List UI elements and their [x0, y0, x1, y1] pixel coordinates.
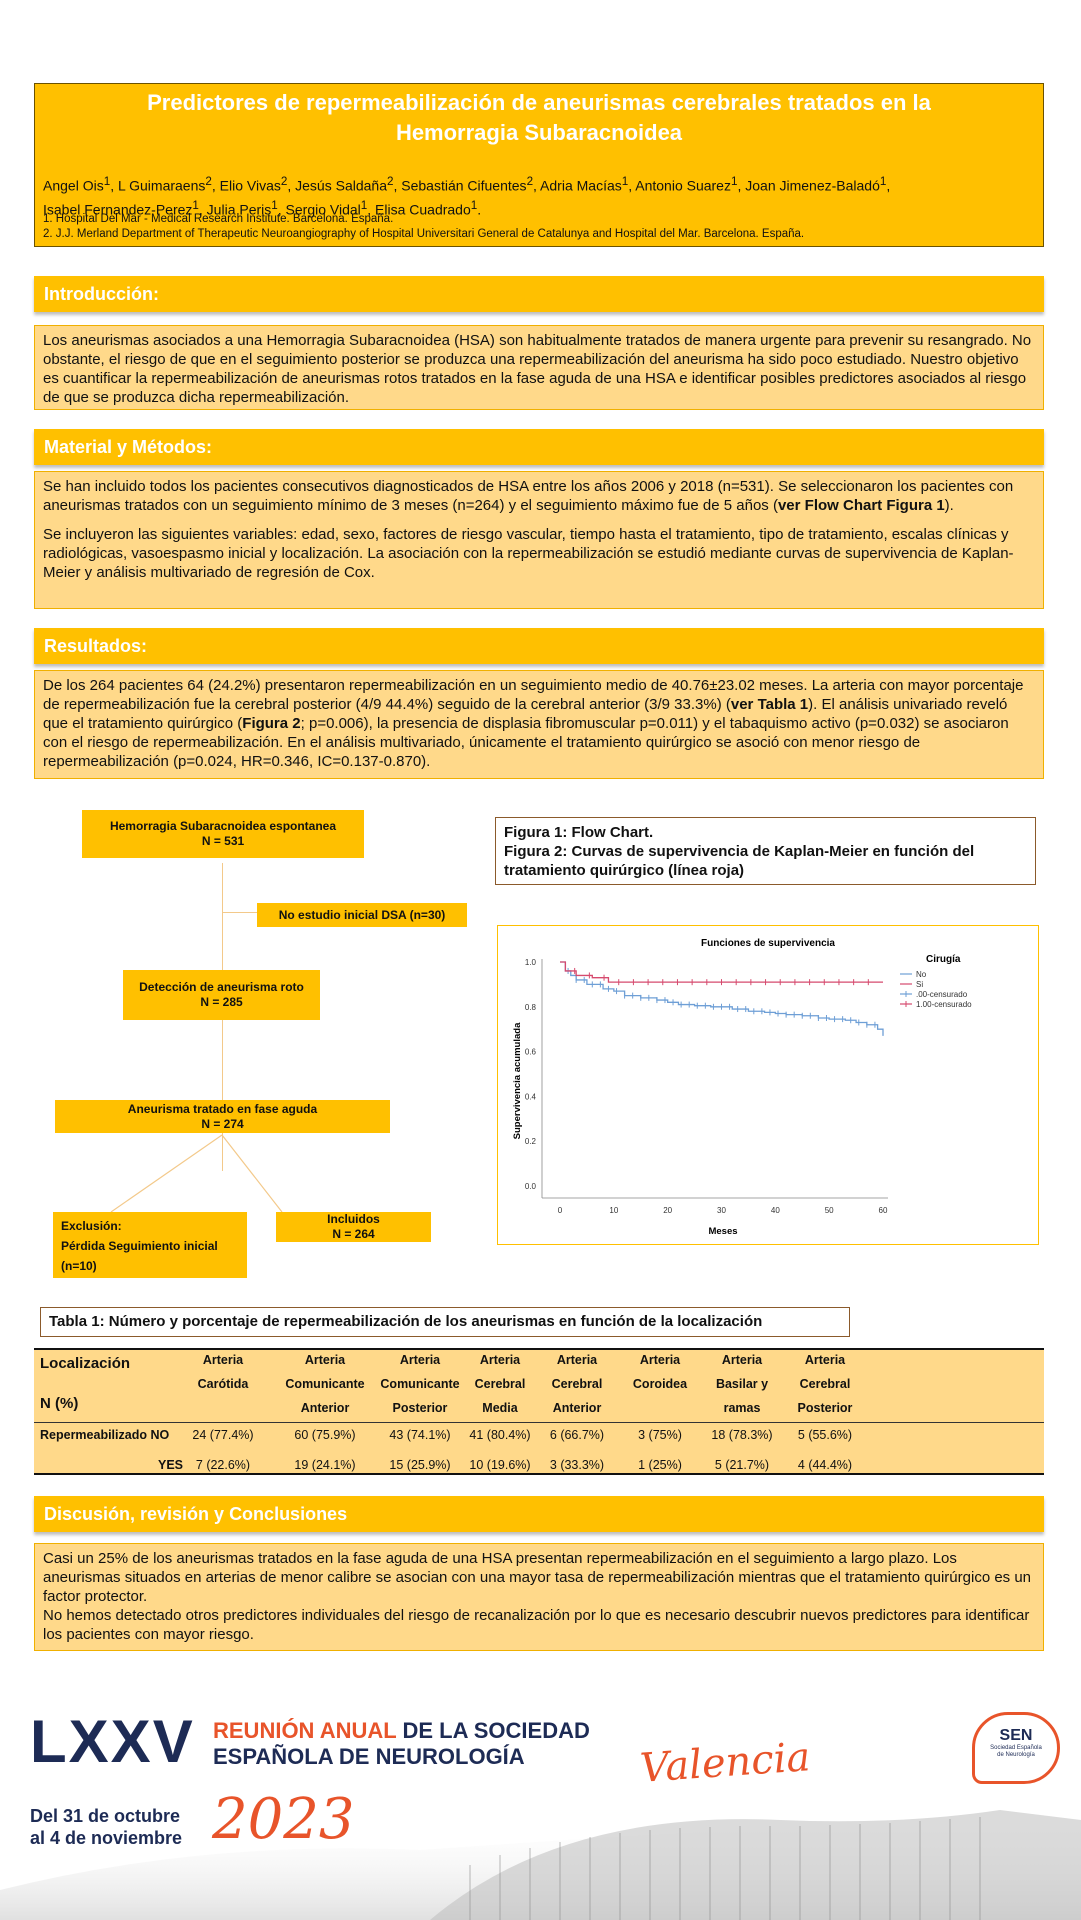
table-cell: 60 (75.9%) [294, 1428, 356, 1442]
intro-body [34, 325, 1044, 410]
flow-box-exclusion: Exclusión: Pérdida Seguimiento inicial (n=10) [53, 1212, 247, 1278]
table-cell: 19 (24.1%) [294, 1458, 356, 1472]
y-tick-label: 0.6 [524, 1047, 536, 1057]
x-tick-label: 60 [878, 1206, 888, 1215]
figure-caption: Figura 1: Flow Chart. Figura 2: Curvas de supervivencia de Kaplan-Meier en función del tratamiento quirúrgico (línea roja) [495, 817, 1036, 885]
footer-banner [0, 1690, 1081, 1920]
table-head-location: Localización [40, 1355, 131, 1372]
table-column-header: Arteria Cerebral Anterior [551, 1353, 603, 1415]
methods-paragraph-1: Se han incluido todos los pacientes consecutivos diagnosticados de HSA entre los años 2006 y 2018 (n=531). Se seleccionaron los pacientes con aneurismas tratados con un seguimiento mínimo de 3 meses (n=264) y el seguimiento máximo fue de 5 años (ver Flow Chart Figura 1). [43, 478, 1014, 514]
authors-line-2: Isabel Fernandez-Perez$^1$, Julia Peris$^1$, Sergio Vidal$^1$, Elisa Cuadrado$^1$. [43, 198, 482, 218]
x-tick-label: 10 [609, 1206, 619, 1215]
table-cell: 3 (75%) [638, 1428, 682, 1442]
flow-box-hsa: Hemorragia Subaracnoidea espontanea N = 531 [82, 810, 364, 858]
meeting-number: LXXV [30, 1708, 195, 1775]
table-column-header: Arteria Carótida [197, 1353, 249, 1391]
intro-text: Los aneurismas asociados a una Hemorragia Subaracnoidea (HSA) son habitualmente tratados de manera urgente para prevenir su resangrado. No obstante, el riesgo de que en el seguimiento posterior se produzca una repermeabilización del aneurisma ha sido poco estudiado. Nuestro objetivo es cuantificar la repermeabilización de aneurismas rotos tratados en la fase aguda de una HSA e identificar posibles predictores asociados al riesgo de que se produzca dicha repermeabilización. [43, 332, 1032, 406]
discussion-paragraph-2: No hemos detectado otros predictores individuales del riesgo de recanalización por lo que es necesario descubrir nuevos predictores para identificar los pacientes con mayor riesgo. [43, 1607, 1030, 1643]
flow-box-treated: Aneurisma tratado en fase aguda N = 274 [55, 1100, 390, 1133]
table-cell: 15 (25.9%) [389, 1458, 451, 1472]
poster-title: Predictores de repermeabilización de aneurismas cerebrales tratados en la Hemorragia Subaracnoidea [147, 90, 931, 145]
legend-entry: Si [916, 980, 924, 989]
y-tick-label: 0.8 [524, 1002, 536, 1012]
km-chart-frame [497, 925, 1039, 1245]
table-column-header: Arteria Comunicante Posterior [380, 1353, 460, 1415]
table-column-header: Arteria Coroidea [632, 1353, 688, 1391]
table-cell: 7 (22.6%) [195, 1458, 251, 1472]
discussion-body [34, 1543, 1044, 1651]
x-axis-label: Meses [708, 1226, 738, 1237]
x-tick-label: 0 [557, 1206, 563, 1215]
table-cell: 1 (25%) [638, 1458, 682, 1472]
legend-entry: No [916, 970, 927, 979]
meeting-dates: Del 31 de octubre al 4 de noviembre [30, 1806, 183, 1848]
table-column-header: Arteria Basilar y ramas [715, 1353, 769, 1415]
series-line-si [560, 962, 883, 982]
discussion-paragraph-1: Casi un 25% de los aneurismas tratados en la fase aguda de una HSA presentan repermeabilización en el seguimiento a largo plazo. Los aneurismas situados en arterias de menor calibre se asocian con una mayor tasa de repermeabilización mientras que el tratamiento quirúrgico es un factor protector. [43, 1550, 1032, 1605]
affiliation-1: 1. Hospital Del Mar - Medical Research Institute. Barcelona. España. [43, 213, 394, 225]
methods-heading: Material y Métodos: [34, 429, 1044, 465]
table-cell: 24 (77.4%) [192, 1428, 254, 1442]
y-tick-label: 0.2 [524, 1137, 536, 1147]
meeting-name: REUNIÓN ANUAL DE LA SOCIEDAD ESPAÑOLA DE NEUROLOGÍA [213, 1718, 590, 1769]
y-tick-label: 0.0 [524, 1182, 536, 1191]
table-caption: Tabla 1: Número y porcentaje de repermeabilización de los aneurismas en función de la localización [40, 1307, 850, 1337]
km-chart [498, 926, 1038, 1244]
y-axis-label: Supervivencia acumulada [512, 1022, 523, 1140]
y-tick-label: 1.0 [524, 958, 536, 967]
table-head-n: N (%) [40, 1395, 79, 1412]
table-column-header: Arteria Cerebral Posterior [797, 1353, 853, 1415]
legend-title: Cirugía [926, 954, 961, 965]
x-tick-label: 20 [663, 1206, 673, 1215]
sen-logo: SEN Sociedad Española de Neurología [972, 1712, 1060, 1784]
table-cell: 6 (66.7%) [549, 1428, 605, 1442]
table-rule [34, 1422, 1044, 1423]
discussion-heading: Discusión, revisión y Conclusiones [34, 1496, 1044, 1532]
results-body [34, 670, 1044, 779]
chart-title: Funciones de supervivencia [701, 938, 835, 949]
table-cell: 18 (78.3%) [711, 1428, 773, 1442]
title-block [34, 83, 1044, 247]
row-label-yes: YES [158, 1458, 184, 1472]
results-paragraph: De los 264 pacientes 64 (24.2%) presentaron repermeabilización en un seguimiento medio de 40.76±23.02 meses. La arteria con mayor porcentaje de repermeabilización fue la cerebral posterior (4/9 44.4%) seguido de la cerebral anterior (3/9 33.3%) (ver Tabla 1). El análisis univariado reveló que el tratamiento quirúrgico (Figura 2; p=0.006), la presencia de displasia fibromuscular p=0.011) y el tabaquismo activo (p=0.032) se asociaron con el riesgo de repermeabilización. En el análisis multivariado, únicamente el tratamiento quirúrgico se asoció con menor riesgo de repermeabilización (p=0.024, HR=0.346, IC=0.137-0.870). [43, 677, 1024, 770]
meeting-year: 2023 [212, 1787, 355, 1852]
table-cell: 4 (44.4%) [797, 1458, 853, 1472]
table-cell: 3 (33.3%) [549, 1458, 605, 1472]
row-label-no: Repermeabilizado NO [40, 1428, 170, 1442]
methods-body [34, 471, 1044, 609]
authors-line-1: Angel Ois$^1$, L Guimaraens$^2$, Elio Vivas$^2$, Jesús Saldaña$^2$, Sebastián Cifuentes$^2$, Adria Macías$^1$, Antonio Suarez$^1$, Joan Jimenez-Baladó$^1$, [43, 175, 891, 194]
affiliation-2: 2. J.J. Merland Department of Therapeutic Neuroangiography of Hospital Universitari General de Catalunya and Hospital del Mar. Barcelona. España. [43, 228, 805, 240]
meeting-city: Valencia [638, 1734, 812, 1792]
x-tick-label: 50 [824, 1206, 834, 1215]
methods-paragraph-2: Se incluyeron las siguientes variables: edad, sexo, factores de riesgo vascular, tiempo hasta el tratamiento, tipo de tratamiento, escalas clínicas y radiológicas, vasoespasmo inicial y localización. La asociación con la repermeabilización se estudió mediante curvas de supervivencia de Kaplan-Meier y análisis multivariado de regresión de Cox. [43, 526, 1014, 581]
results-heading: Resultados: [34, 628, 1044, 664]
table-cell: 5 (55.6%) [797, 1428, 853, 1442]
flow-exclusion-dsa: No estudio inicial DSA (n=30) [257, 903, 467, 927]
flow-box-included: Incluidos N = 264 [276, 1212, 431, 1242]
repermeabilization-table [34, 1348, 1044, 1475]
table-column-header: Arteria Cerebral Media [474, 1353, 526, 1415]
flow-box-detected: Detección de aneurisma roto N = 285 [123, 970, 320, 1020]
x-tick-label: 30 [717, 1206, 726, 1215]
table-cell: 41 (80.4%) [469, 1428, 531, 1442]
x-tick-label: 40 [770, 1206, 780, 1215]
legend-entry: 1.00-censurado [916, 1000, 972, 1009]
series-line-no [560, 962, 883, 1036]
y-tick-label: 0.4 [524, 1092, 536, 1102]
table-cell: 5 (21.7%) [714, 1458, 770, 1472]
table-cell: 10 (19.6%) [469, 1458, 531, 1472]
legend-entry: .00-censurado [916, 990, 968, 999]
intro-heading: Introducción: [34, 276, 1044, 312]
table-cell: 43 (74.1%) [389, 1428, 451, 1442]
flow-chart [0, 800, 490, 1290]
table-column-header: Arteria Comunicante Anterior [285, 1353, 365, 1415]
